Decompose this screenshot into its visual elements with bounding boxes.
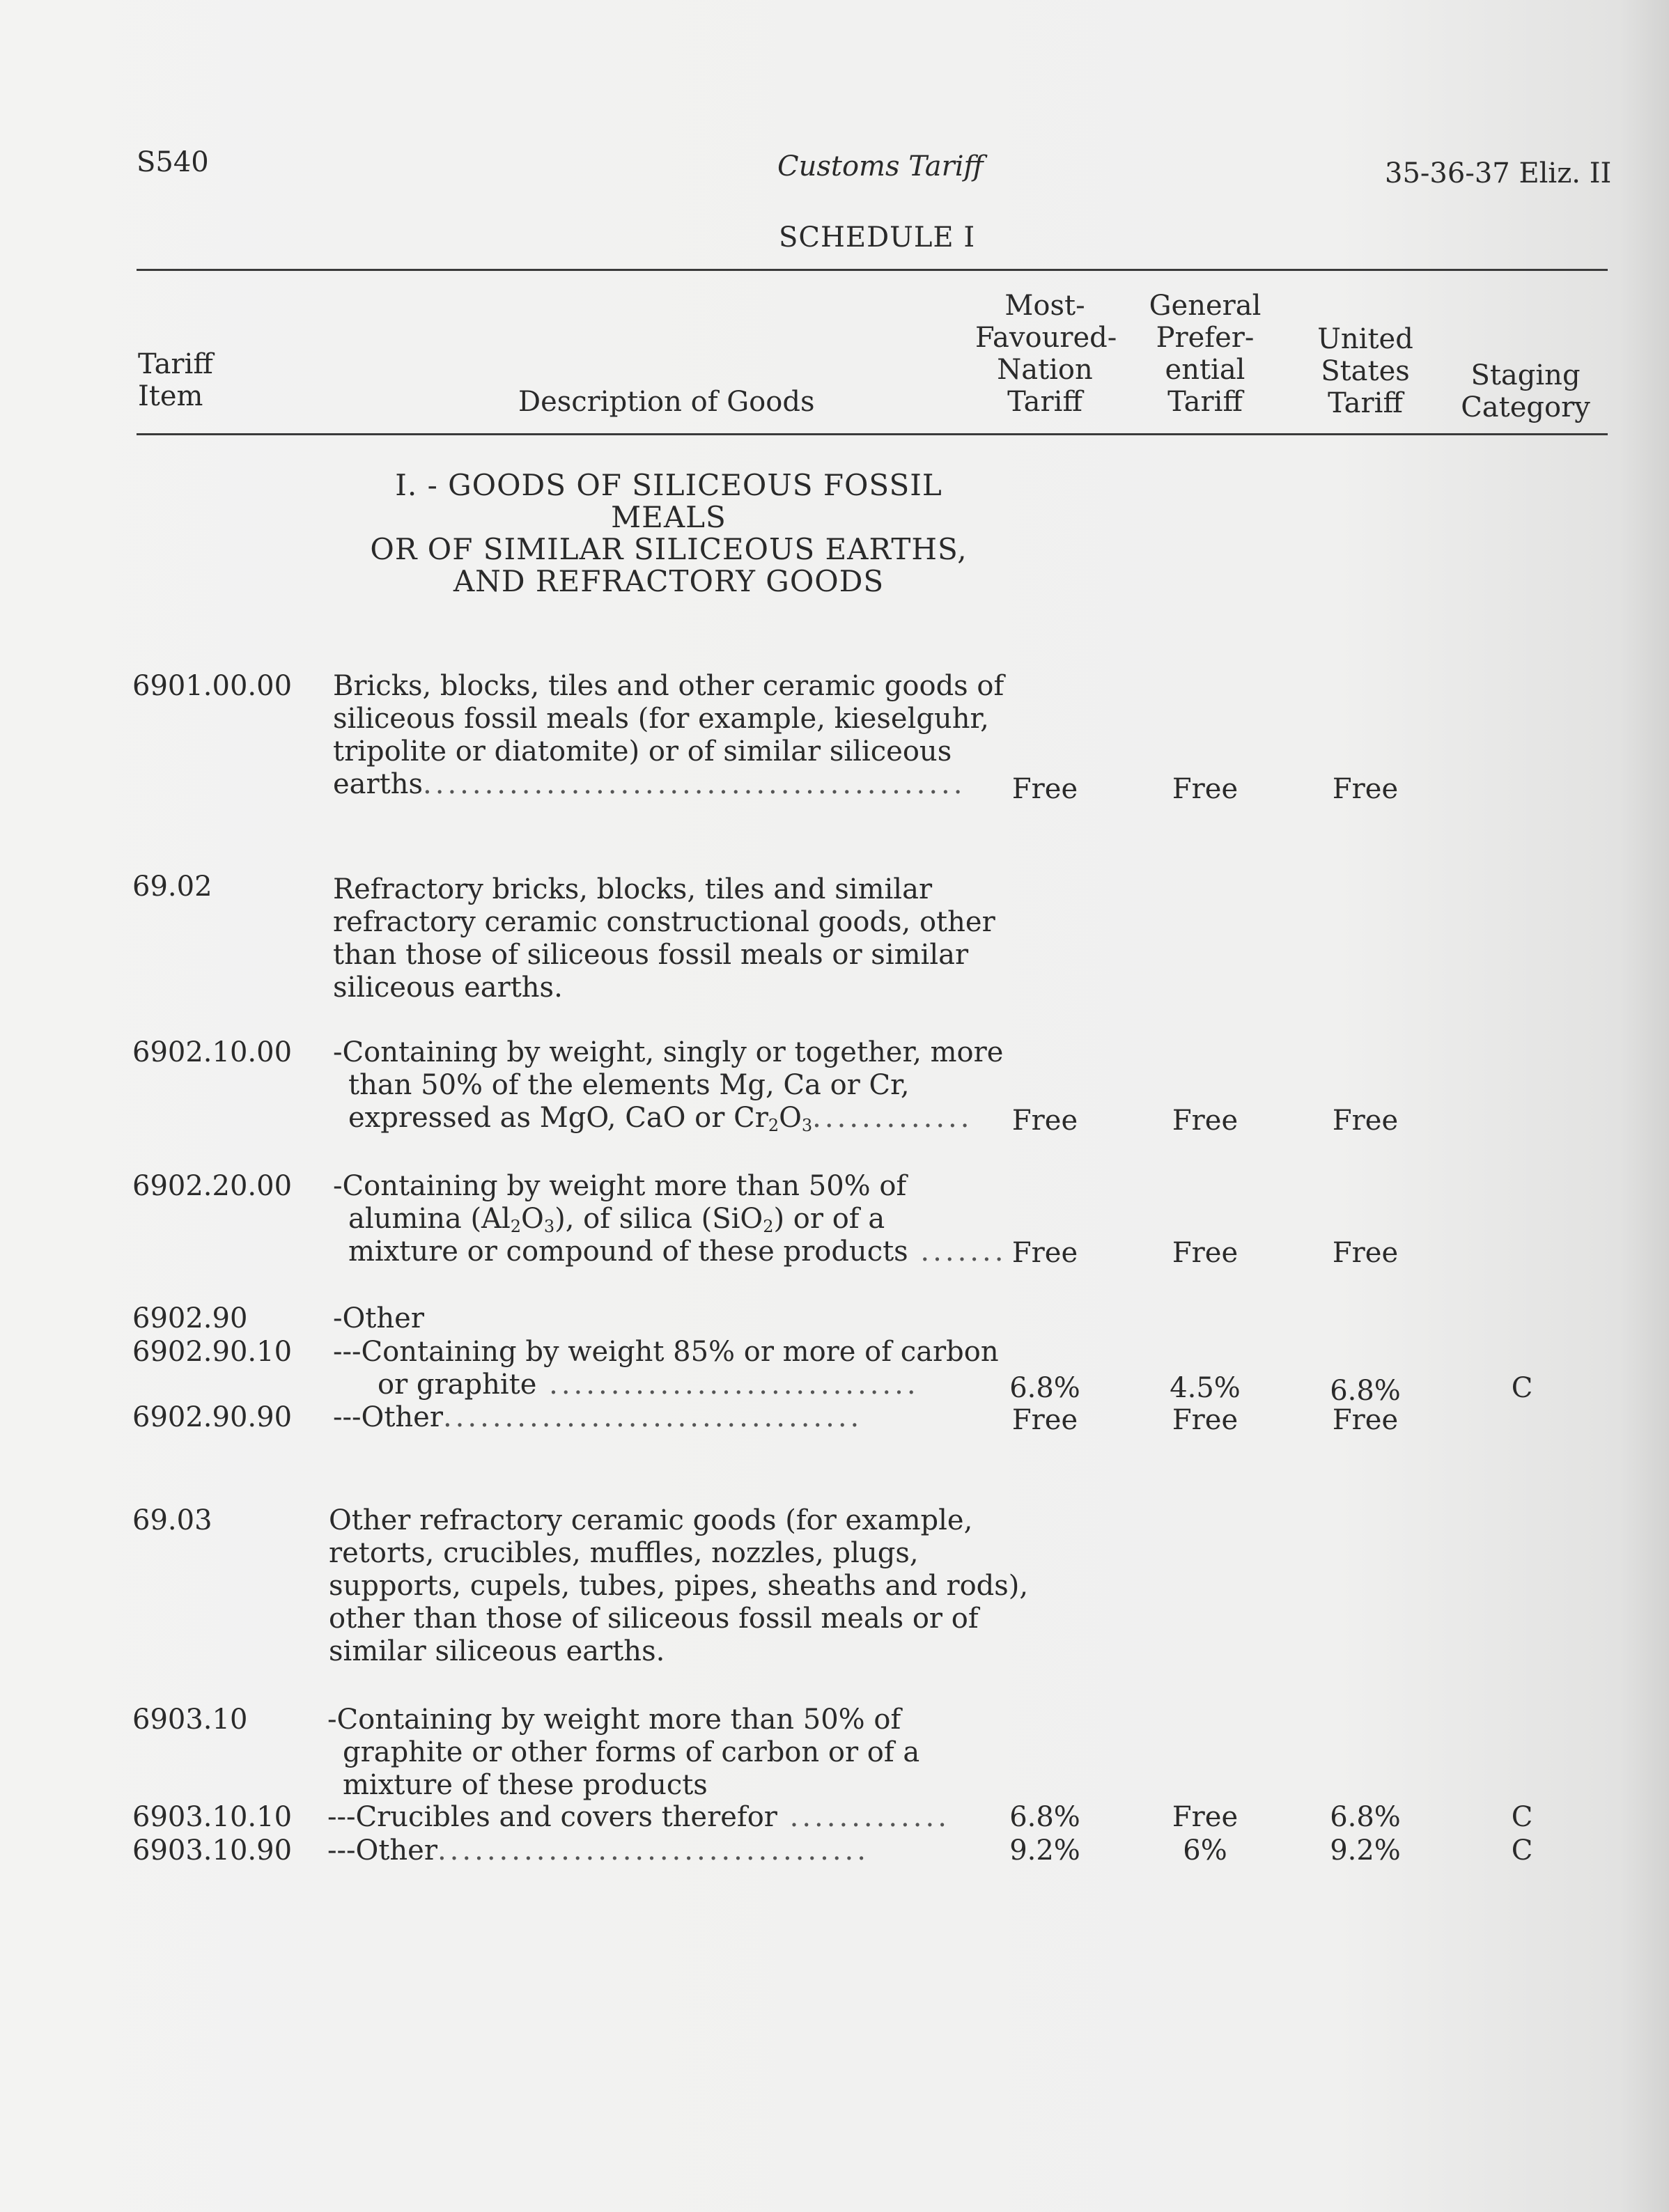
col-tariff-item-line: Item: [138, 380, 203, 412]
description-line: ---Crucibles and covers therefor .............: [327, 1801, 950, 1833]
ust-rate: 6.8%: [1330, 1375, 1401, 1407]
goods-description: [333, 1401, 960, 1434]
col-ust-line: States: [1321, 355, 1410, 387]
col-staging-line: Category: [1461, 391, 1590, 423]
tariff-code: 6902.20.00: [132, 1170, 293, 1202]
col-gpt: [1135, 290, 1275, 418]
description-line: siliceous fossil meals (for example, kieselguhr,: [333, 703, 989, 735]
col-ust-line: Tariff: [1328, 387, 1403, 419]
gpt-rate: Free: [1172, 1404, 1239, 1436]
description-line: Bricks, blocks, tiles and other ceramic goods of: [333, 670, 1004, 702]
staging-category: C: [1511, 1835, 1533, 1867]
tariff-code: 69.02: [132, 871, 212, 903]
description-line: expressed as MgO, CaO or $Cr_2O_3$.............: [348, 1102, 973, 1135]
description-line: earths............................................: [333, 768, 966, 800]
goods-description: [327, 1704, 954, 1802]
goods-description: [327, 1835, 954, 1867]
mfn-rate: Free: [1011, 773, 1078, 805]
description-line: tripolite or diatomite) or of similar siliceous: [333, 735, 952, 768]
goods-description: [333, 1036, 1004, 1135]
section-heading-line: OR OF SIMILAR SILICEOUS EARTHS,: [370, 532, 968, 566]
col-mfn-line: Tariff: [1007, 386, 1082, 418]
mfn-rate: 9.2%: [1009, 1835, 1080, 1867]
tariff-code: 6902.90: [132, 1302, 248, 1334]
tariff-code: 6903.10: [132, 1704, 248, 1736]
tariff-code: 6901.00.00: [132, 670, 293, 702]
header-rule-bottom: [137, 433, 1608, 435]
description-line: ---Other...................................: [327, 1835, 869, 1867]
description-line: Other refractory ceramic goods (for example,: [329, 1504, 973, 1536]
section-heading-line: AND REFRACTORY GOODS: [453, 564, 885, 598]
col-mfn: [975, 290, 1115, 418]
description-line: than 50% of the elements Mg, Ca or Cr,: [348, 1069, 910, 1101]
goods-description: [329, 1504, 1029, 1668]
description-line: graphite or other forms of carbon or of a: [343, 1736, 920, 1768]
goods-description: [327, 1801, 954, 1834]
ust-rate: Free: [1332, 1404, 1399, 1436]
gpt-rate: 6%: [1183, 1835, 1227, 1867]
goods-description: [333, 1302, 960, 1335]
ust-rate: Free: [1332, 773, 1399, 805]
ust-rate: Free: [1332, 1237, 1399, 1269]
col-ust: [1296, 323, 1435, 419]
header-rule-top: [137, 269, 1608, 271]
description-line: than those of siliceous fossil meals or similar: [333, 939, 969, 971]
section-heading: [348, 469, 989, 598]
gpt-rate: 4.5%: [1170, 1372, 1241, 1404]
col-mfn-line: Nation: [997, 354, 1093, 386]
description-line: ---Other..................................: [333, 1401, 863, 1433]
col-tariff-item: [138, 348, 213, 412]
tariff-code: 6902.10.00: [132, 1036, 293, 1068]
description-line: refractory ceramic constructional goods, other: [333, 906, 995, 938]
schedule-title: SCHEDULE I: [779, 221, 976, 254]
description-line: alumina $(Al_2O_3)$, of silica (SiO$_2$) or of a: [348, 1203, 885, 1236]
mfn-rate: Free: [1011, 1237, 1078, 1269]
description-line: retorts, crucibles, muffles, nozzles, plugs,: [329, 1537, 919, 1569]
description-line: -Containing by weight, singly or together, more: [333, 1036, 1004, 1068]
gpt-rate: Free: [1172, 773, 1239, 805]
col-description: Description of Goods: [518, 386, 815, 418]
description-line: -Containing by weight more than 50% of: [333, 1170, 907, 1202]
description-line: mixture or compound of these products .......: [348, 1236, 1007, 1268]
session-label: 35-36-37 Eliz. II: [1385, 157, 1612, 189]
col-gpt-line: Prefer-: [1156, 322, 1255, 354]
col-gpt-line: Tariff: [1167, 386, 1243, 418]
description-line: siliceous earths.: [333, 972, 563, 1004]
section-heading-line: I. - GOODS OF SILICEOUS FOSSIL MEALS: [395, 468, 942, 534]
description-line: -Containing by weight more than 50% of: [327, 1704, 901, 1736]
staging-category: C: [1511, 1372, 1533, 1404]
mfn-rate: 6.8%: [1009, 1372, 1080, 1404]
mfn-rate: Free: [1011, 1404, 1078, 1436]
tariff-code: 6902.90.10: [132, 1336, 293, 1368]
col-gpt-line: General: [1149, 290, 1262, 322]
page-number: S540: [137, 146, 209, 178]
description-line: Refractory bricks, blocks, tiles and similar: [333, 873, 933, 905]
staging-category: C: [1511, 1801, 1533, 1833]
gpt-rate: Free: [1172, 1801, 1239, 1833]
running-title: Customs Tariff: [777, 150, 984, 182]
col-mfn-line: Favoured-: [975, 322, 1117, 354]
col-ust-line: United: [1317, 323, 1413, 355]
tariff-code: 6903.10.10: [132, 1801, 293, 1833]
description-line: other than those of siliceous fossil meals or of: [329, 1603, 979, 1635]
mfn-rate: Free: [1011, 1105, 1078, 1137]
mfn-rate: 6.8%: [1009, 1801, 1080, 1833]
tariff-code: 6903.10.90: [132, 1835, 293, 1867]
goods-description: [333, 1170, 1007, 1268]
description-line: supports, cupels, tubes, pipes, sheaths and rods),: [329, 1570, 1029, 1602]
gpt-rate: Free: [1172, 1105, 1239, 1137]
tariff-code: 6902.90.90: [132, 1401, 293, 1433]
description-line: similar siliceous earths.: [329, 1635, 665, 1667]
ust-rate: Free: [1332, 1105, 1399, 1137]
description-line: -Other: [333, 1302, 424, 1334]
goods-description: [333, 873, 995, 1004]
tariff-code: 69.03: [132, 1504, 212, 1536]
gpt-rate: Free: [1172, 1237, 1239, 1269]
goods-description: [333, 1336, 999, 1401]
col-staging-line: Staging: [1470, 359, 1581, 391]
description-line: ---Containing by weight 85% or more of carbon: [333, 1336, 999, 1368]
col-staging: [1452, 359, 1599, 423]
description-line: or graphite ..............................: [378, 1369, 919, 1401]
description-line: mixture of these products: [343, 1769, 708, 1801]
col-mfn-line: Most-: [1004, 290, 1085, 322]
ust-rate: 6.8%: [1330, 1801, 1401, 1833]
ust-rate: 9.2%: [1330, 1835, 1401, 1867]
goods-description: [333, 670, 1004, 801]
col-gpt-line: ential: [1165, 354, 1245, 386]
col-tariff-item-line: Tariff: [138, 348, 213, 380]
